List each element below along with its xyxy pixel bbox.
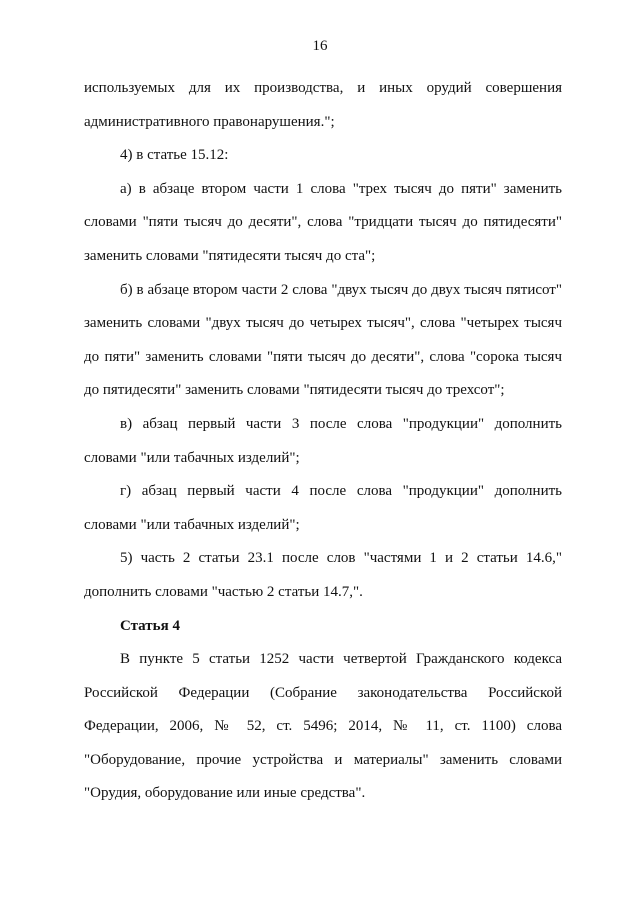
paragraph-item-4g: г) абзац первый части 4 после слова "продукции" дополнить словами "или табачных изделий"; <box>84 483 562 533</box>
paragraph-item-4b: б) в абзаце втором части 2 слова "двух тысяч до двух тысяч пятисот" заменить словами "двух тысяч до четырех тысяч", слова "четырех тысяч до пяти" заменить словами "пяти тысяч до десяти", слова "сорока тысяч до пятидесяти" заменить словами "пятидесяти тысяч до трехсот"; <box>84 281 562 399</box>
article-4-paragraph: В пункте 5 статьи 1252 части четвертой Гражданского кодекса Российской Федерации (Собрание законодательства Российской Федерации, 2006, № 52, ст. 5496; 2014, № 11, ст. 1100) слова "Оборудование, прочие устройства и материалы" заменить словами "Орудия, оборудование или иные средства". <box>84 651 562 802</box>
paragraph-continuation: используемых для их производства, и иных орудий совершения административного правонарушения."; <box>84 80 562 130</box>
paragraph-item-5: 5) часть 2 статьи 23.1 после слов "частями 1 и 2 статьи 14.6," дополнить словами "частью 2 статьи 14.7,". <box>84 550 562 600</box>
paragraph-item-4v: в) абзац первый части 3 после слова "продукции" дополнить словами "или табачных изделий"; <box>84 415 562 466</box>
article-heading: Статья 4 <box>120 617 180 634</box>
paragraph-item-4: 4) в статье 15.12: <box>120 147 229 164</box>
page-number: 16 <box>312 38 328 54</box>
paragraph-item-4a: а) в абзаце втором части 1 слова "трех тысяч до пяти" заменить словами "пяти тысяч до десяти", слова "тридцати тысяч до пятидесяти" заменить словами "пятидесяти тысяч до ста"; <box>84 180 562 264</box>
document-body <box>84 72 562 811</box>
